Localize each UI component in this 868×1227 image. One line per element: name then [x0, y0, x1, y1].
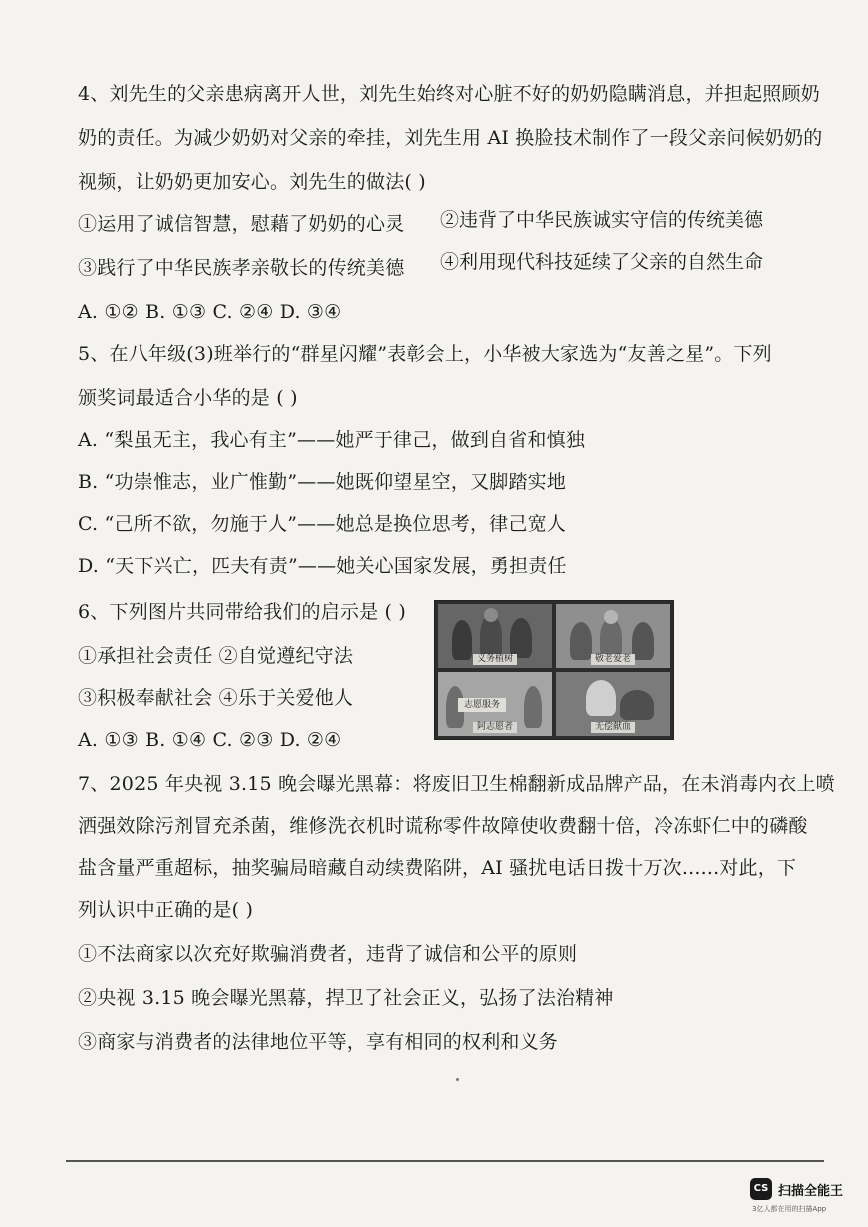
q6-answer-choices: A. ①③ B. ①④ C. ②③ D. ②④: [78, 729, 342, 751]
q5-option-c: C. “己所不欲，勿施于人”——她总是换位思考，律己宽人: [78, 513, 566, 535]
q7-option-1: ①不法商家以次充好欺骗消费者，违背了诚信和公平的原则: [78, 943, 578, 965]
q4-stem-line3: 视频，让奶奶更加安心。刘先生的做法( ): [78, 171, 426, 193]
q6-stem: 6、下列图片共同带给我们的启示是 ( ): [78, 601, 406, 623]
scanner-app-name: 扫描全能王: [778, 1184, 844, 1199]
q5-stem-line1: 5、在八年级(3)班举行的“群星闪耀”表彰会上，小华被大家选为“友善之星”。下列: [78, 343, 772, 365]
scanner-watermark: [750, 1178, 860, 1218]
page-bottom-rule: [66, 1160, 824, 1162]
panel-elder-care: [556, 604, 670, 668]
panel-caption-2: 敬老爱老: [591, 654, 635, 665]
panel-tree-planting: [438, 604, 552, 668]
q4-answer-choices: A. ①② B. ①③ C. ②④ D. ③④: [78, 301, 342, 323]
panel-caption-1: 义务植树: [473, 654, 517, 665]
volunteer-sign: 志愿服务: [458, 698, 506, 712]
q7-stem-line2: 洒强效除污剂冒充杀菌，维修洗衣机时谎称零件故障使收费翻十倍，冷冻虾仁中的磷酸: [78, 815, 808, 837]
q5-option-b: B. “功崇惟志，业广惟勤”——她既仰望星空，又脚踏实地: [78, 471, 567, 493]
panel-volunteer: [438, 672, 552, 736]
q6-options-row2: ③积极奉献社会 ④乐于关爱他人: [78, 687, 354, 709]
scan-speck: [456, 1078, 459, 1081]
q4-option-2: ②违背了中华民族诚实守信的传统美德: [440, 209, 764, 231]
q7-stem-line1: 7、2025 年央视 3.15 晚会曝光黑幕：将废旧卫生棉翻新成品牌产品，在未消毒内衣上喷: [78, 773, 835, 795]
panel-caption-3: 阿志愿者: [473, 722, 517, 733]
q5-stem-line2: 颁奖词最适合小华的是 ( ): [78, 387, 298, 409]
q7-stem-line4: 列认识中正确的是( ): [78, 899, 254, 921]
q6-options-row1: ①承担社会责任 ②自觉遵纪守法: [78, 645, 354, 667]
panel-blood-donation: [556, 672, 670, 736]
panel-caption-4: 无偿献血: [591, 722, 635, 733]
q4-stem-line1: 4、刘先生的父亲患病离开人世，刘先生始终对心脏不好的奶奶隐瞒消息，并担起照顾奶: [78, 83, 820, 105]
q5-option-d: D. “天下兴亡，匹夫有责”——她关心国家发展，勇担责任: [78, 555, 567, 577]
q4-option-1: ①运用了诚信智慧，慰藉了奶奶的心灵: [78, 213, 405, 235]
q4-option-3: ③践行了中华民族孝亲敬长的传统美德: [78, 257, 405, 279]
q7-option-3: ③商家与消费者的法律地位平等，享有相同的权利和义务: [78, 1031, 559, 1053]
q7-stem-line3: 盐含量严重超标，抽奖骗局暗藏自动续费陷阱，AI 骚扰电话日拨十万次......对此，下: [78, 857, 797, 879]
q4-option-4: ④利用现代科技延续了父亲的自然生命: [440, 251, 764, 273]
q6-illustration: [434, 600, 674, 740]
scanner-logo-icon: CS: [750, 1178, 772, 1200]
scanner-tagline: 3亿人都在用的扫描App: [752, 1205, 827, 1213]
q5-option-a: A. “梨虽无主，我心有主”——她严于律己，做到自省和慎独: [78, 429, 586, 451]
q4-stem-line2: 奶的责任。为减少奶奶对父亲的牵挂，刘先生用 AI 换脸技术制作了一段父亲问候奶奶的: [78, 127, 823, 149]
q7-option-2: ②央视 3.15 晚会曝光黑幕，捍卫了社会正义，弘扬了法治精神: [78, 987, 614, 1009]
